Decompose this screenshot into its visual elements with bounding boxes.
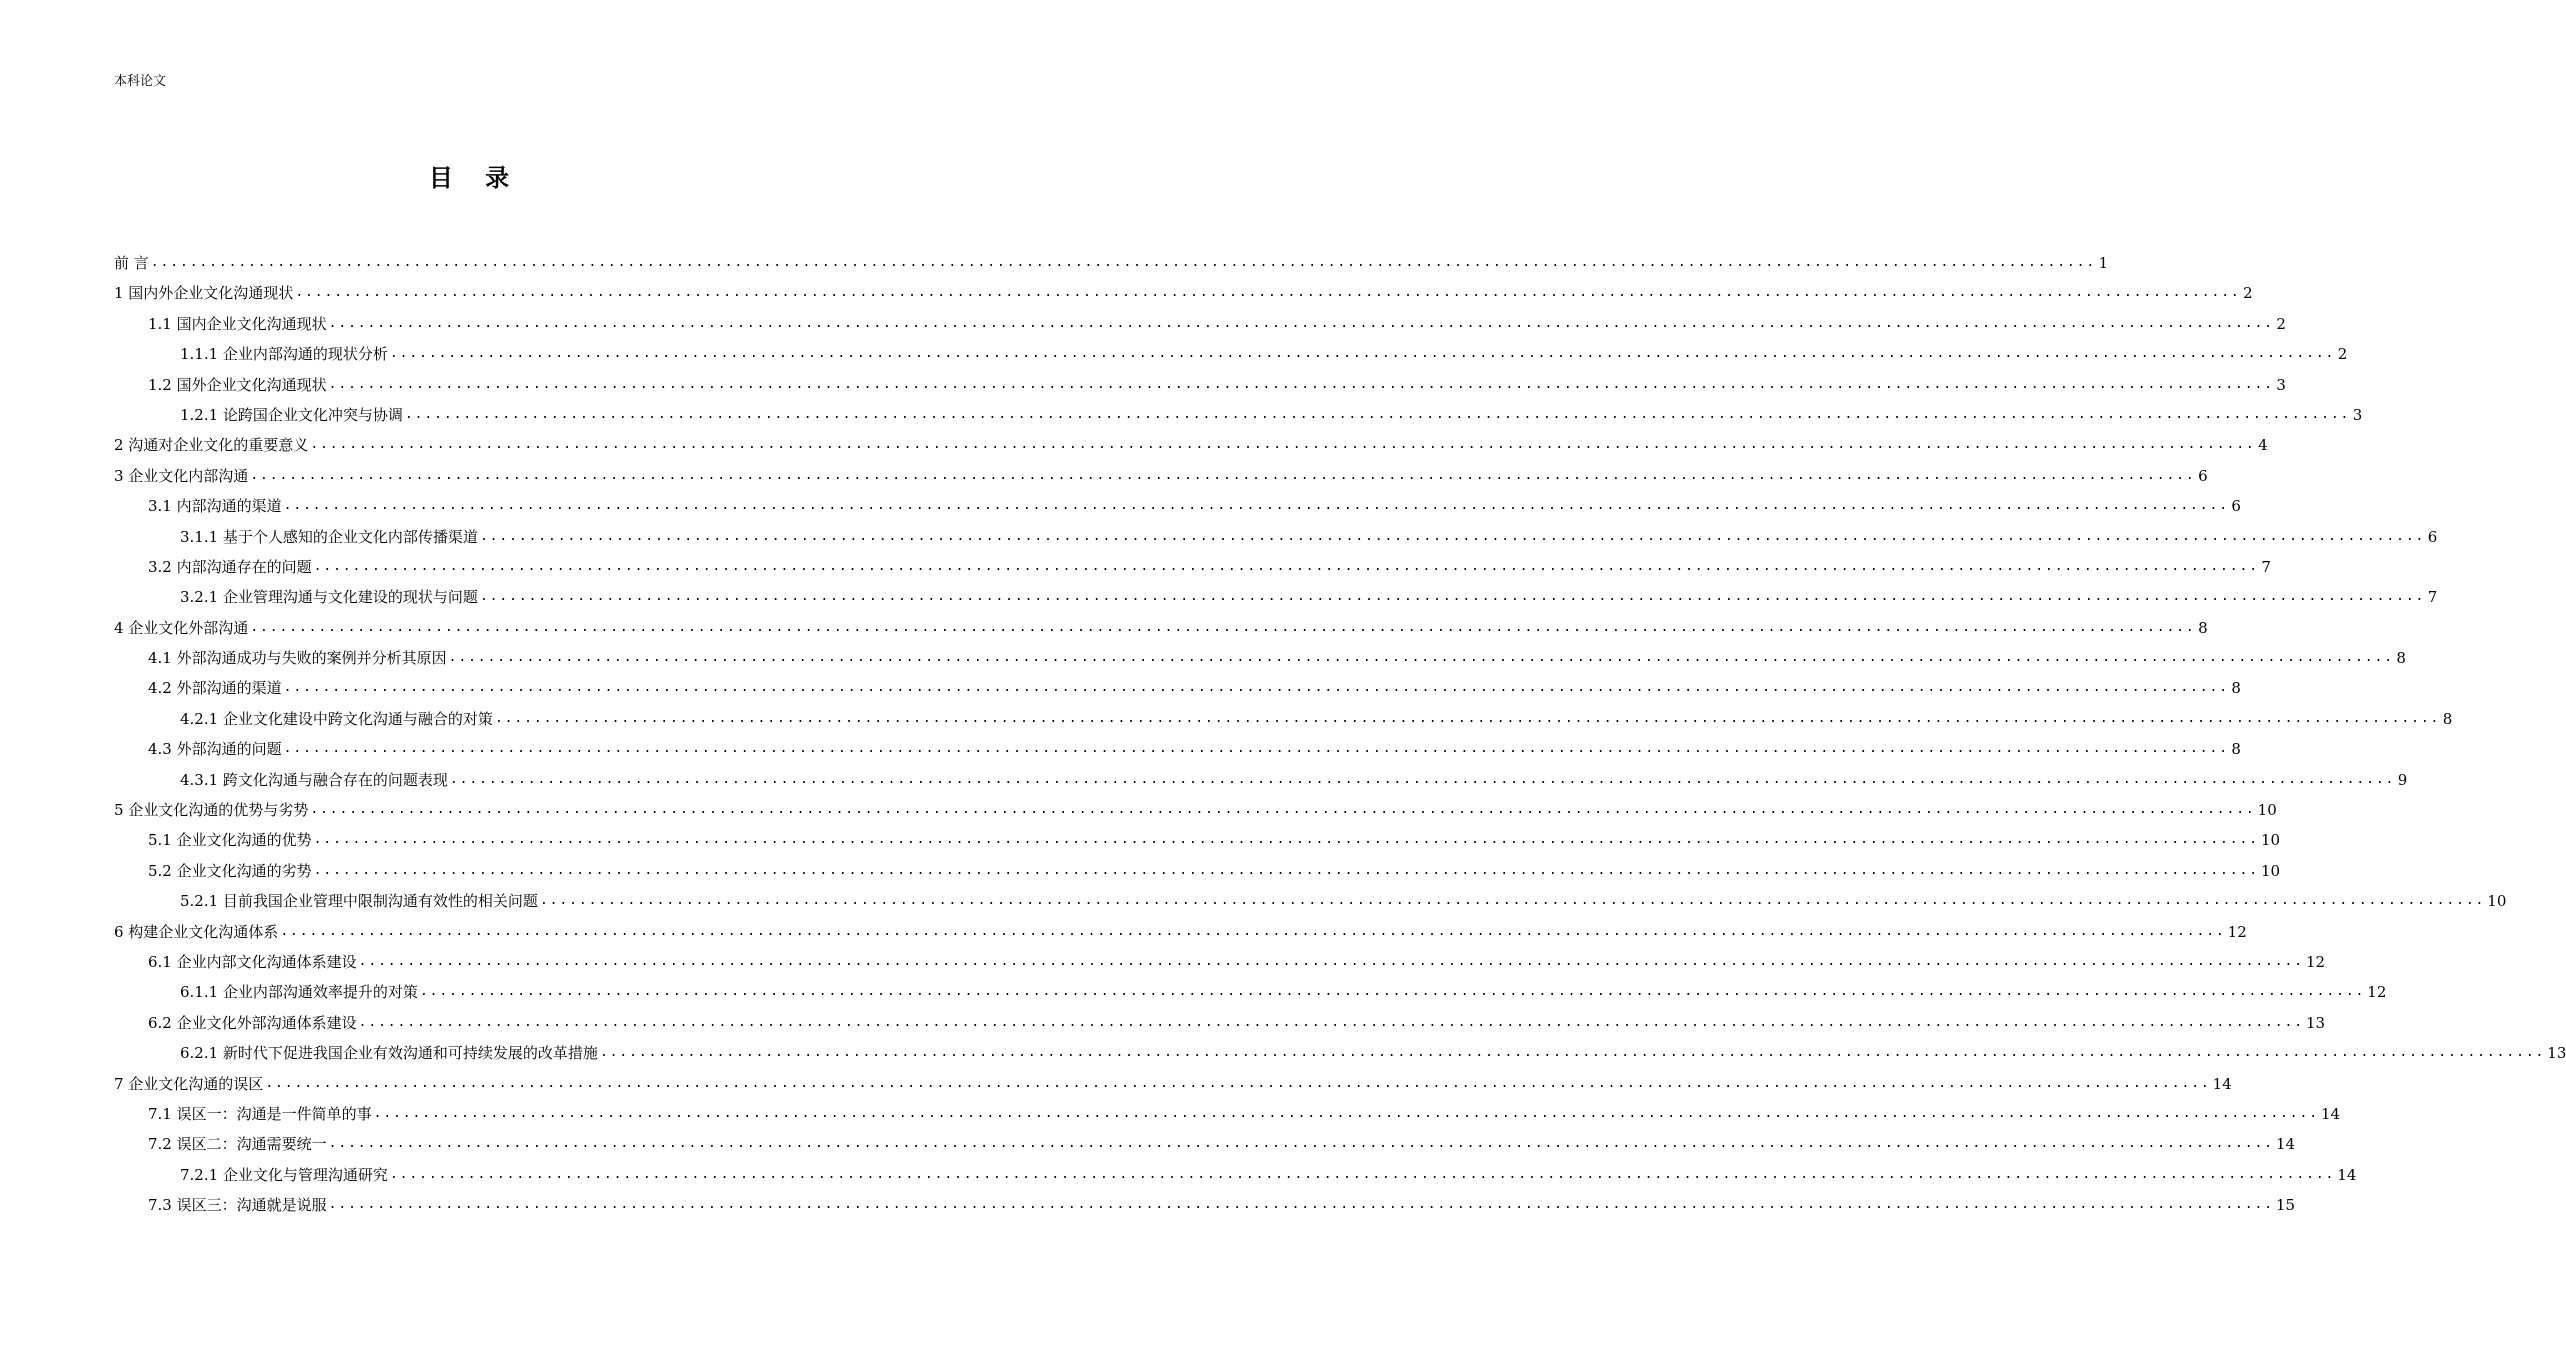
toc-page-number: 4 (2258, 436, 2268, 455)
toc-leader-dots: ........................................................................................................................................................................................................ (404, 406, 2351, 422)
toc-entry-title: 4.2.1 企业文化建设中跨文化沟通与融合的对策 (180, 709, 493, 728)
toc-page-number: 8 (2396, 649, 2406, 668)
toc-entry[interactable] (114, 400, 2363, 430)
toc-leader-dots: ........................................................................................................................................................................................................ (150, 254, 2097, 270)
toc-leader-dots: ........................................................................................................................................................................................................ (280, 923, 2226, 939)
toc-page-number: 8 (2231, 679, 2241, 698)
toc-page-number: 3 (2276, 375, 2286, 394)
toc-entry-title: 7.2.1 企业文化与管理沟通研究 (180, 1165, 388, 1184)
toc-leader-dots: ........................................................................................................................................................................................................ (295, 285, 2241, 301)
toc-entry[interactable] (114, 734, 2241, 764)
toc-entry[interactable] (114, 917, 2247, 947)
toc-entry-title: 4.3.1 跨文化沟通与融合存在的问题表现 (180, 770, 448, 789)
toc-leader-dots: ........................................................................................................................................................................................................ (250, 619, 2196, 635)
toc-entry[interactable] (114, 1160, 2357, 1190)
toc-entry[interactable] (114, 856, 2281, 886)
toc-entry-title: 5.1 企业文化沟通的优势 (148, 831, 312, 850)
toc-page-number: 13 (2305, 1013, 2326, 1032)
toc-entry[interactable] (114, 1190, 2296, 1220)
toc-page-number: 8 (2198, 618, 2208, 637)
toc-entry-title: 5.2.1 目前我国企业管理中限制沟通有效性的相关问题 (180, 892, 538, 911)
toc-leader-dots: ........................................................................................................................................................................................................ (494, 710, 2441, 726)
toc-leader-dots: ........................................................................................................................................................................................................ (449, 771, 2396, 787)
toc-entry[interactable] (114, 248, 2109, 278)
toc-entry[interactable] (114, 1129, 2296, 1159)
toc-entry[interactable] (114, 1008, 2326, 1038)
toc-entry[interactable] (114, 522, 2438, 552)
toc-entry-title: 6.2 企业文化外部沟通体系建设 (148, 1013, 357, 1032)
toc-page-number: 10 (2487, 892, 2507, 911)
toc-entry-title: 1.2 国外企业文化沟通现状 (148, 375, 327, 394)
toc-entry-title: 5 企业文化沟通的优势与劣势 (114, 801, 309, 820)
toc-page-number: 9 (2397, 770, 2408, 789)
toc-leader-dots: ........................................................................................................................................................................................................ (479, 528, 2426, 544)
toc-entry-title: 3 企业文化内部沟通 (114, 466, 249, 485)
toc-entry[interactable] (114, 278, 2253, 308)
toc-page-number: 14 (2320, 1104, 2341, 1123)
toc-entry[interactable] (114, 673, 2241, 703)
toc-entry-title: 1.1 国内企业文化沟通现状 (148, 314, 327, 333)
toc-page-number: 14 (2275, 1135, 2296, 1154)
toc-page-number: 3 (2352, 405, 2363, 424)
toc-leader-dots: ........................................................................................................................................................................................................ (328, 376, 2274, 392)
toc-entry-title: 1.2.1 论跨国企业文化冲突与协调 (180, 405, 403, 424)
toc-leader-dots: ........................................................................................................................................................................................................ (310, 802, 2256, 818)
toc-page-number: 8 (2231, 740, 2241, 759)
toc-leader-dots: ........................................................................................................................................................................................................ (479, 589, 2426, 605)
toc-entry-title: 5.2 企业文化沟通的劣势 (148, 861, 312, 880)
toc-entry-title: 3.1.1 基于个人感知的企业文化内部传播渠道 (180, 527, 478, 546)
toc-entry[interactable] (114, 977, 2387, 1007)
toc-leader-dots: ........................................................................................................................................................................................................ (283, 680, 2229, 696)
toc-leader-dots: ........................................................................................................................................................................................................ (283, 498, 2229, 514)
toc-entry[interactable] (114, 704, 2453, 734)
toc-leader-dots: ........................................................................................................................................................................................................ (358, 1014, 2304, 1030)
toc-leader-dots: ........................................................................................................................................................................................................ (599, 1045, 2546, 1061)
toc-page-number: 1 (2098, 253, 2109, 272)
toc-entry-title: 1.1.1 企业内部沟通的现状分析 (180, 345, 388, 364)
toc-leader-dots: ........................................................................................................................................................................................................ (313, 862, 2259, 878)
toc-entry-title: 3.2 内部沟通存在的问题 (148, 557, 312, 576)
toc-page-number: 10 (2257, 801, 2277, 820)
toc-page-number: 12 (2227, 922, 2247, 941)
toc-leader-dots: ........................................................................................................................................................................................................ (250, 467, 2196, 483)
toc-page-number: 15 (2275, 1196, 2296, 1215)
toc-leader-dots: ........................................................................................................................................................................................................ (328, 315, 2274, 331)
toc-entry-title: 3.1 内部沟通的渠道 (148, 497, 282, 516)
toc-entry-title: 7.2 误区二：沟通需要统一 (148, 1135, 327, 1154)
toc-entry[interactable] (114, 461, 2208, 491)
toc-leader-dots: ........................................................................................................................................................................................................ (328, 1136, 2274, 1152)
toc-entry[interactable] (114, 613, 2208, 643)
toc-entry[interactable] (114, 552, 2271, 582)
toc-entry-title: 3.2.1 企业管理沟通与文化建设的现状与问题 (180, 588, 478, 607)
toc-leader-dots: ........................................................................................................................................................................................................ (358, 953, 2304, 969)
toc-page-number: 10 (2260, 831, 2281, 850)
toc-leader-dots: ........................................................................................................................................................................................................ (419, 984, 2366, 1000)
toc-entry[interactable] (114, 947, 2326, 977)
toc-entry-title: 7.3 误区三：沟通就是说服 (148, 1196, 327, 1215)
toc-page-number: 12 (2367, 983, 2387, 1002)
toc-entry-title: 7 企业文化沟通的误区 (114, 1074, 264, 1093)
toc-leader-dots: ........................................................................................................................................................................................................ (389, 1166, 2336, 1182)
toc-leader-dots: ........................................................................................................................................................................................................ (328, 1197, 2274, 1213)
toc-page-number: 2 (2337, 345, 2348, 364)
toc-entry-title: 6.2.1 新时代下促进我国企业有效沟通和可持续发展的改革措施 (180, 1044, 598, 1063)
toc-entry-title: 4.1 外部沟通成功与失败的案例并分析其原因 (148, 649, 447, 668)
table-of-contents (114, 248, 2566, 1221)
toc-entry-title: 6.1 企业内部文化沟通体系建设 (148, 952, 357, 971)
toc-page-number: 14 (2337, 1165, 2357, 1184)
toc-page-number: 13 (2547, 1044, 2566, 1063)
toc-leader-dots: ........................................................................................................................................................................................................ (283, 741, 2229, 757)
toc-entry-title: 6 构建企业文化沟通体系 (114, 922, 279, 941)
page-header: 本科论文 (114, 74, 167, 89)
toc-page-number: 14 (2212, 1074, 2232, 1093)
toc-page-number: 8 (2442, 709, 2453, 728)
toc-entry[interactable] (114, 309, 2286, 339)
toc-page-number: 7 (2261, 557, 2271, 576)
toc-entry[interactable] (114, 1099, 2341, 1129)
toc-page-number: 7 (2427, 588, 2438, 607)
toc-entry[interactable] (114, 886, 2507, 916)
toc-leader-dots: ........................................................................................................................................................................................................ (310, 437, 2256, 453)
toc-leader-dots: ........................................................................................................................................................................................................ (448, 650, 2394, 666)
toc-entry[interactable] (114, 765, 2408, 795)
toc-entry-title: 7.1 误区一：沟通是一件简单的事 (148, 1104, 372, 1123)
toc-page-number: 2 (2243, 284, 2253, 303)
toc-entry[interactable] (114, 491, 2241, 521)
toc-entry[interactable] (114, 643, 2406, 673)
toc-leader-dots: ........................................................................................................................................................................................................ (313, 832, 2259, 848)
toc-entry-title: 1 国内外企业文化沟通现状 (114, 284, 294, 303)
toc-entry[interactable] (114, 1038, 2566, 1068)
toc-entry-title: 4 企业文化外部沟通 (114, 618, 249, 637)
toc-page-number: 6 (2231, 497, 2241, 516)
toc-leader-dots: ........................................................................................................................................................................................................ (373, 1105, 2319, 1121)
toc-entry-title: 4.3 外部沟通的问题 (148, 740, 282, 759)
toc-page-number: 6 (2427, 527, 2438, 546)
toc-entry[interactable] (114, 825, 2281, 855)
toc-page-number: 12 (2305, 952, 2326, 971)
toc-leader-dots: ........................................................................................................................................................................................................ (313, 558, 2259, 574)
toc-entry-title: 前 言 (114, 253, 149, 272)
toc-leader-dots: ........................................................................................................................................................................................................ (265, 1075, 2211, 1091)
toc-entry-title: 6.1.1 企业内部沟通效率提升的对策 (180, 983, 418, 1002)
toc-leader-dots: ........................................................................................................................................................................................................ (389, 346, 2336, 362)
toc-page-number: 10 (2260, 861, 2281, 880)
toc-entry[interactable] (114, 795, 2277, 825)
toc-page-number: 6 (2198, 466, 2208, 485)
toc-entry[interactable] (114, 1069, 2232, 1099)
page-title: 目 录 (428, 164, 522, 192)
toc-entry[interactable] (114, 582, 2438, 612)
toc-page-number: 2 (2276, 314, 2286, 333)
toc-entry-title: 2 沟通对企业文化的重要意义 (114, 436, 309, 455)
toc-leader-dots: ........................................................................................................................................................................................................ (539, 893, 2486, 909)
toc-entry-title: 4.2 外部沟通的渠道 (148, 679, 282, 698)
toc-entry[interactable] (114, 370, 2286, 400)
toc-entry[interactable] (114, 430, 2268, 460)
toc-entry[interactable] (114, 339, 2348, 369)
